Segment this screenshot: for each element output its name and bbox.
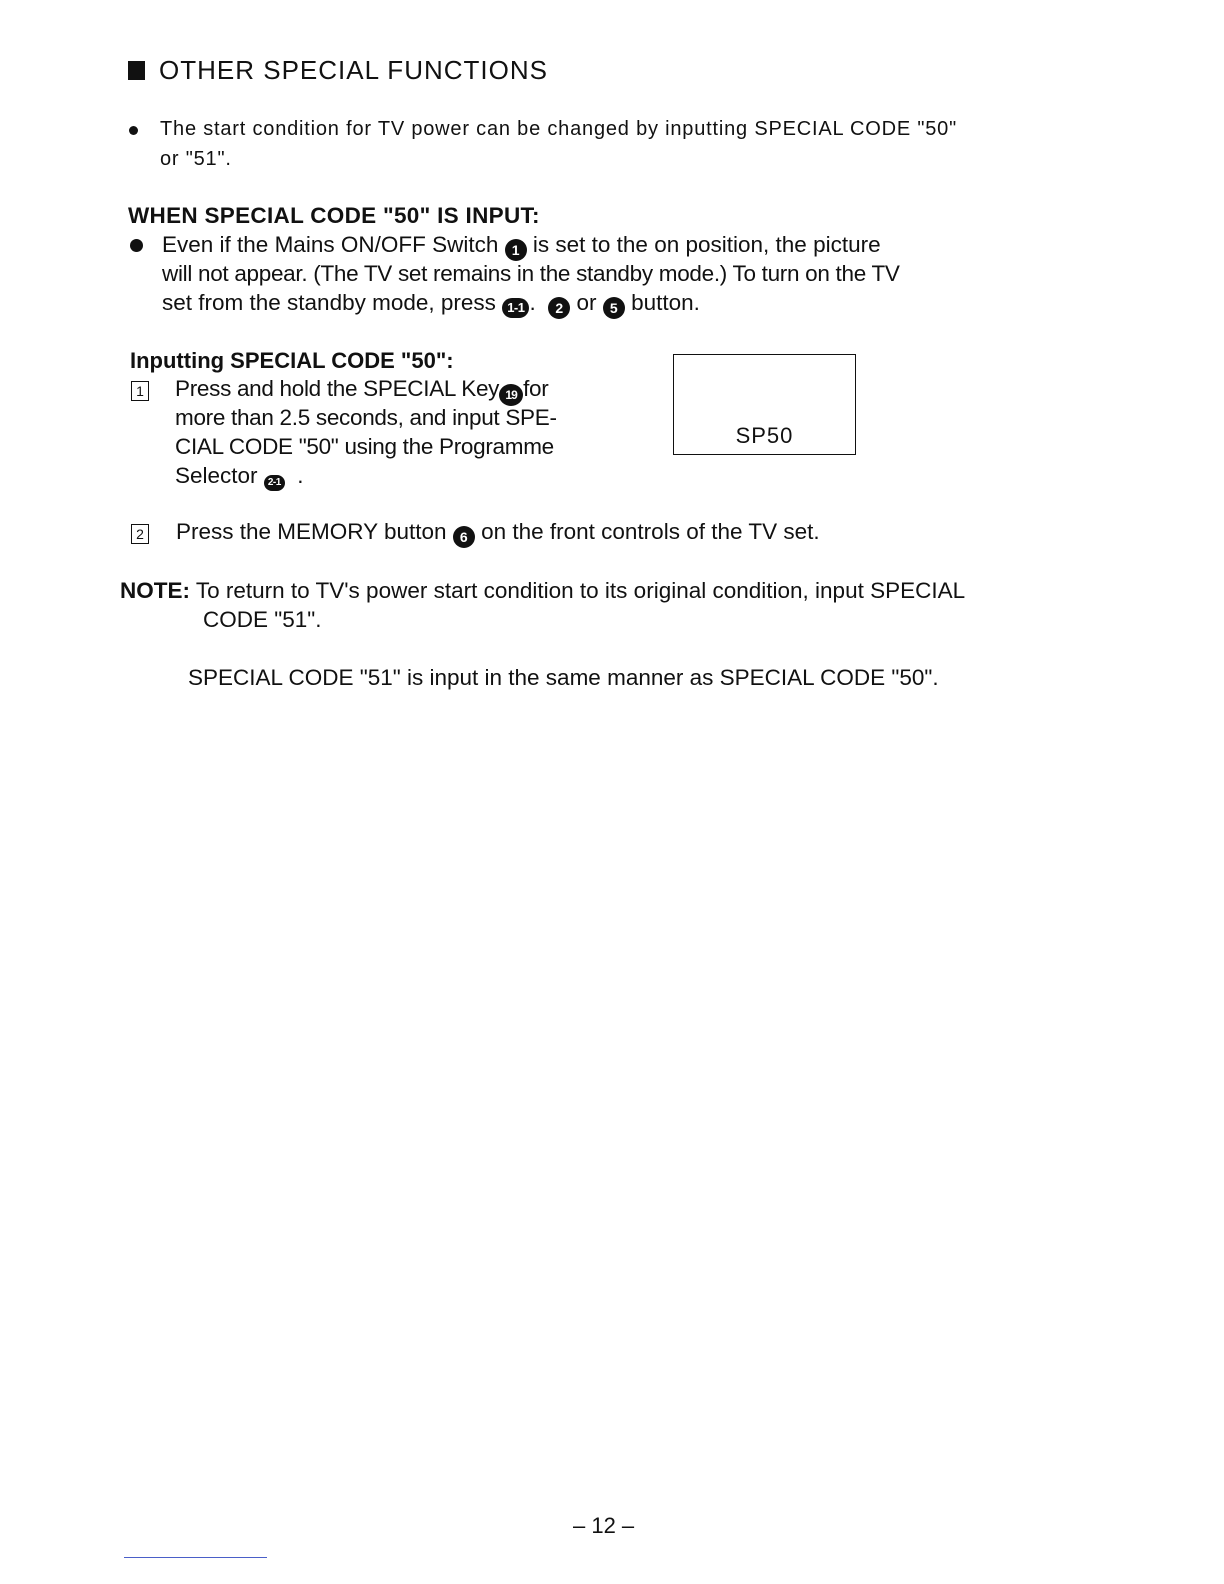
section-title: [128, 55, 548, 86]
section-title-text: OTHER SPECIAL FUNCTIONS: [159, 55, 548, 85]
note-line-3: SPECIAL CODE "51" is input in the same manner as SPECIAL CODE "50".: [188, 665, 939, 690]
step-1-line-1: [175, 376, 548, 406]
ref-2-1-icon: 2-1: [264, 475, 285, 491]
when-line-3-or: or: [576, 290, 597, 315]
step-1-line-4: [175, 463, 304, 491]
note-line-2: CODE "51".: [203, 607, 322, 632]
inputting-heading: Inputting SPECIAL CODE "50":: [130, 348, 454, 373]
when-line-1-end: is set to the on position, the picture: [532, 232, 881, 257]
ref-6-icon: 6: [453, 526, 475, 548]
when-line-3-end: button.: [631, 290, 700, 315]
ref-19-icon: 19: [499, 384, 523, 406]
page-number: – 12 –: [573, 1513, 635, 1538]
step-2-number: 2: [131, 524, 149, 544]
intro-line-1: The start condition for TV power can be changed by inputting SPECIAL CODE "50": [160, 118, 957, 140]
when-line-3-dot: .: [529, 290, 536, 315]
step-1-number: 1: [131, 381, 149, 401]
step-1-line-2: more than 2.5 seconds, and input SPE-: [175, 405, 557, 430]
ref-5-icon: 5: [603, 297, 625, 319]
when-line-3-start: set from the standby mode, press: [162, 290, 496, 315]
when-line-2: will not appear. (The TV set remains in the standby mode.) To turn on the TV: [162, 261, 900, 286]
tv-display-text: SP50: [735, 423, 794, 448]
ref-2-icon: 2: [548, 297, 570, 319]
step-2-end: on the front controls of the TV set.: [481, 519, 820, 544]
step-1-line-3: CIAL CODE "50" using the Programme: [175, 434, 554, 459]
intro-line-2: or "51".: [160, 148, 232, 170]
bullet-icon: [129, 126, 138, 135]
when-line-1-start: Even if the Mains ON/OFF Switch: [162, 232, 499, 257]
bullet-icon: [130, 239, 143, 252]
note-label: NOTE:: [120, 578, 190, 603]
when-line-1: [162, 232, 881, 261]
note-line-1: [120, 578, 965, 604]
ref-1-icon: 1: [505, 239, 527, 261]
step-2-line: [176, 519, 820, 548]
when-section-heading: WHEN SPECIAL CODE "50" IS INPUT:: [128, 203, 540, 228]
ref-1-1-icon: 1-1: [502, 298, 529, 318]
tv-display-box: [673, 354, 856, 455]
footer-rule: [124, 1557, 267, 1558]
step-1-line-1-end: for: [523, 376, 549, 401]
when-line-3: [162, 290, 700, 319]
square-bullet-icon: [128, 61, 145, 80]
step-2-start: Press the MEMORY button: [176, 519, 447, 544]
step-1-line-4-end: .: [297, 463, 304, 488]
note-line-1-text: To return to TV's power start condition to its original condition, input SPECIAL: [195, 578, 966, 603]
step-1-line-1-start: Press and hold the SPECIAL Key: [175, 376, 500, 401]
step-1-line-4-start: Selector: [175, 463, 258, 488]
